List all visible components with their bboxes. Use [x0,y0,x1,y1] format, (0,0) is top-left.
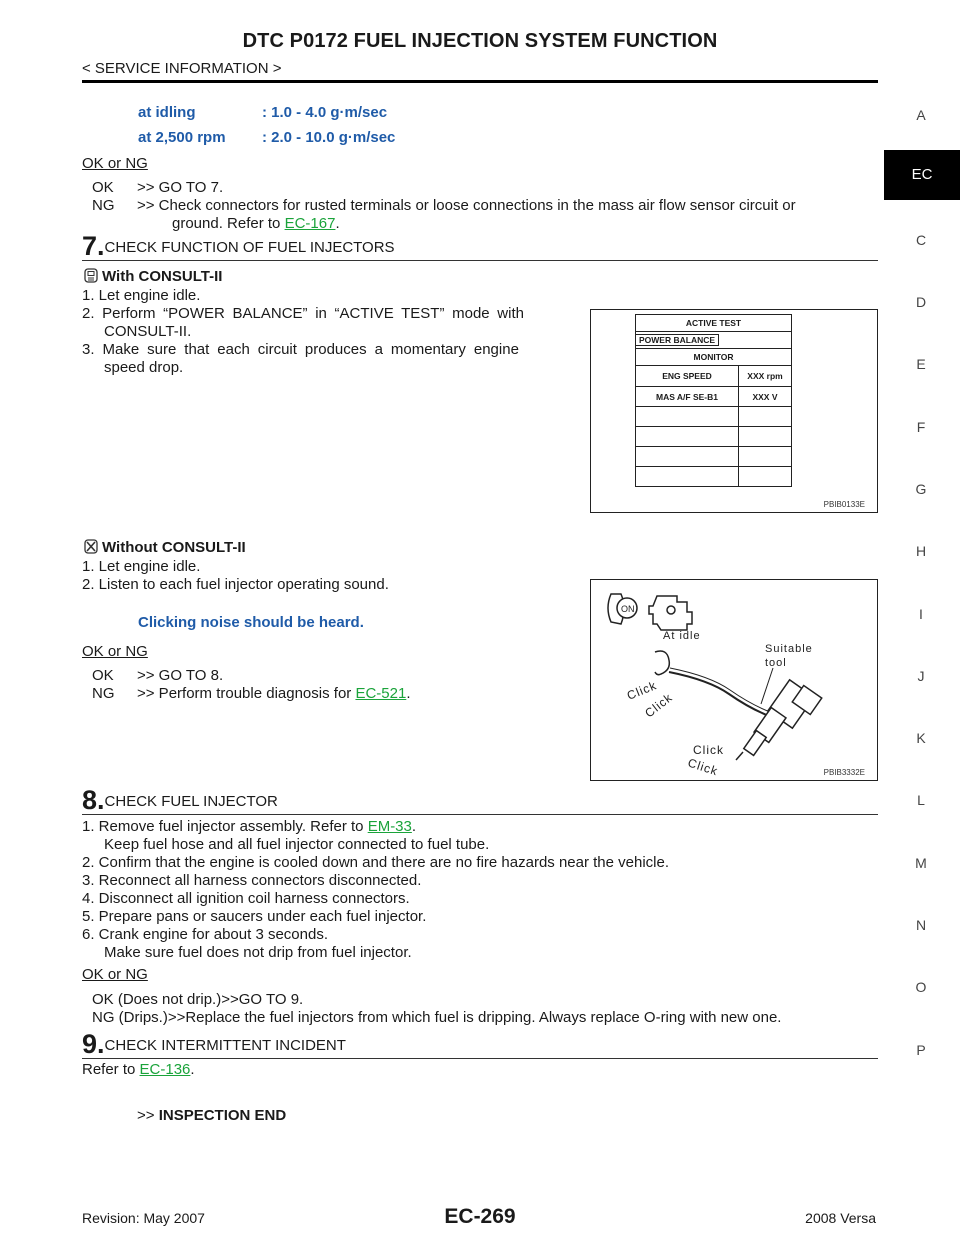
screen-monitor: MONITOR [636,349,792,366]
side-tab-p[interactable]: P [916,1042,926,1058]
footer-page-number: EC-269 [444,1205,516,1228]
with-item-3: 3. Make sure that each circuit produces a momentary engine [82,341,519,358]
step-7-ng-label: NG [92,685,115,702]
screen-maf-label: MAS A/F SE-B1 [636,387,739,407]
result-ok-text: >> GO TO 7. [137,179,224,196]
with-item-1: 1. Let engine idle. [82,287,201,304]
injector-sound-illustration [591,580,877,780]
result-ng-label: NG [92,197,115,214]
step-9-refer: Refer to EC-136. [82,1061,195,1078]
without-consult-heading: Without CONSULT-II [84,539,246,559]
screen-empty-cell [636,407,739,427]
step-8-item-3: 3. Reconnect all harness connectors disconnected. [82,872,422,889]
side-tab-n[interactable]: N [915,917,927,933]
spec-clicking-noise: Clicking noise should be heard. [138,614,364,631]
step-7-ok-label: OK [92,667,114,684]
side-tab-f[interactable]: F [916,419,926,435]
screen-empty-cell [636,467,739,487]
result-ok-label: OK [92,179,114,196]
screen-empty-cell [739,467,792,487]
result-ng-refer: ground. Refer to EC-167. [172,215,340,232]
screen-power-balance: POWER BALANCE [636,332,792,349]
spec-idle-label: at idling [138,104,196,121]
side-tab-i[interactable]: I [919,606,923,622]
screen-empty-cell [739,447,792,467]
step-8-ok-text: OK (Does not drip.)>>GO TO 9. [92,991,304,1008]
side-tab-c[interactable]: C [915,232,927,248]
ok-or-ng-heading: OK or NG [82,155,148,172]
with-item-2: 2. Perform “POWER BALANCE” in “ACTIVE TEST” mode with [82,305,524,322]
step-8-title: CHECK FUEL INJECTOR [104,793,278,810]
link-ec-167[interactable]: EC-167 [284,215,336,232]
step-7-title: CHECK FUNCTION OF FUEL INJECTORS [104,239,395,256]
spec-2500-label: at 2,500 rpm [138,129,226,146]
no-consult-icon [84,539,98,559]
consult-icon [84,268,98,288]
side-tab-ec-active[interactable]: EC [884,150,960,200]
click-label-4: Click [686,755,720,779]
screen-header-active-test: ACTIVE TEST [636,315,792,332]
screen-eng-speed-label: ENG SPEED [636,366,739,387]
step-8-item-1: 1. Remove fuel injector assembly. Refer to EM-33. [82,818,417,835]
click-label-2: Click [642,690,676,721]
at-idle-label: At idle [663,630,701,642]
figure-active-test [590,309,878,513]
suitable-tool-label-2: tool [765,657,787,669]
screen-maf-value: XXX V [739,387,792,407]
ignition-on-icon [608,594,637,624]
link-em-33[interactable]: EM-33 [367,818,412,835]
click-label-3: Click [693,743,724,757]
with-consult-heading: With CONSULT-II [84,268,222,288]
without-item-1: 1. Let engine idle. [82,558,201,575]
screen-eng-speed-value: XXX rpm [739,366,792,387]
step-7-number: 7. [82,231,105,261]
step-8-item-2: 2. Confirm that the engine is cooled down and there are no fire hazards near the vehicle. [82,854,670,871]
side-tab-o[interactable]: O [915,979,927,995]
section-subtitle: < SERVICE INFORMATION > [82,60,282,77]
svg-text:ON: ON [621,604,635,614]
side-tab-g[interactable]: G [915,481,927,497]
link-ec-136[interactable]: EC-136 [139,1061,191,1078]
fuel-injector-icon [736,680,822,760]
screen-empty-cell [739,407,792,427]
side-tab-e[interactable]: E [916,356,926,372]
step-7-ng-text: >> Perform trouble diagnosis for EC-521. [137,685,411,702]
side-tab-d[interactable]: D [915,294,927,310]
figure-2-code: PBIB3332E [823,768,865,777]
link-ec-521[interactable]: EC-521 [355,685,407,702]
side-tab-h[interactable]: H [915,543,927,559]
side-tab-k[interactable]: K [916,730,926,746]
side-tab-l[interactable]: L [917,792,925,808]
step-8-item-5: 5. Prepare pans or saucers under each fuel injector. [82,908,427,925]
step-8-number: 8. [82,785,105,815]
with-item-3-cont: speed drop. [104,359,184,376]
screen-empty-cell [636,427,739,447]
step-9-heading [82,1031,878,1059]
step-8-item-6: 6. Crank engine for about 3 seconds. [82,926,328,943]
step-7-ok-text: >> GO TO 8. [137,667,224,684]
click-label-1: Click [624,678,659,703]
engine-icon [649,596,692,630]
spec-2500-value: : 2.0 - 10.0 g·m/sec [262,129,396,146]
side-tab-a[interactable]: A [916,107,926,123]
step-8-item-4: 4. Disconnect all ignition coil harness connectors. [82,890,410,907]
figure-injector-sound [590,579,878,781]
step-7-ok-or-ng: OK or NG [82,643,148,660]
footer-model: 2008 Versa [805,1210,876,1226]
ear-icon [655,651,669,675]
step-8-heading [82,787,878,815]
step-7-heading [82,233,878,261]
header-rule [82,80,878,83]
inspection-end: >> INSPECTION END [137,1107,287,1124]
with-item-2-cont: CONSULT-II. [104,323,192,340]
screen-empty-cell [739,427,792,447]
step-9-number: 9. [82,1029,105,1059]
page-title: DTC P0172 FUEL INJECTION SYSTEM FUNCTION [242,30,718,52]
step-8-ng-text: NG (Drips.)>>Replace the fuel injectors from which fuel is dripping. Always replace O-ring with new one. [92,1009,782,1026]
step-9-title: CHECK INTERMITTENT INCIDENT [104,1037,346,1054]
spec-idle-value: : 1.0 - 4.0 g·m/sec [262,104,388,121]
figure-1-code: PBIB0133E [823,500,865,509]
stethoscope-tool [669,672,769,716]
footer-revision: Revision: May 2007 [82,1210,205,1226]
screen-empty-cell [636,447,739,467]
consult-screen-table [635,314,792,487]
side-tab-j[interactable]: J [917,668,925,684]
step-8-ok-or-ng: OK or NG [82,966,148,983]
result-ng-text: >> Check connectors for rusted terminals or loose connections in the mass air flow sensor circuit or [137,197,796,214]
suitable-tool-label-1: Suitable [765,643,813,655]
step-8-item-6-sub: Make sure fuel does not drip from fuel injector. [104,944,412,961]
step-8-item-1-sub: Keep fuel hose and all fuel injector connected to fuel tube. [104,836,490,853]
without-item-2: 2. Listen to each fuel injector operating sound. [82,576,389,593]
side-tab-m[interactable]: M [915,855,927,871]
